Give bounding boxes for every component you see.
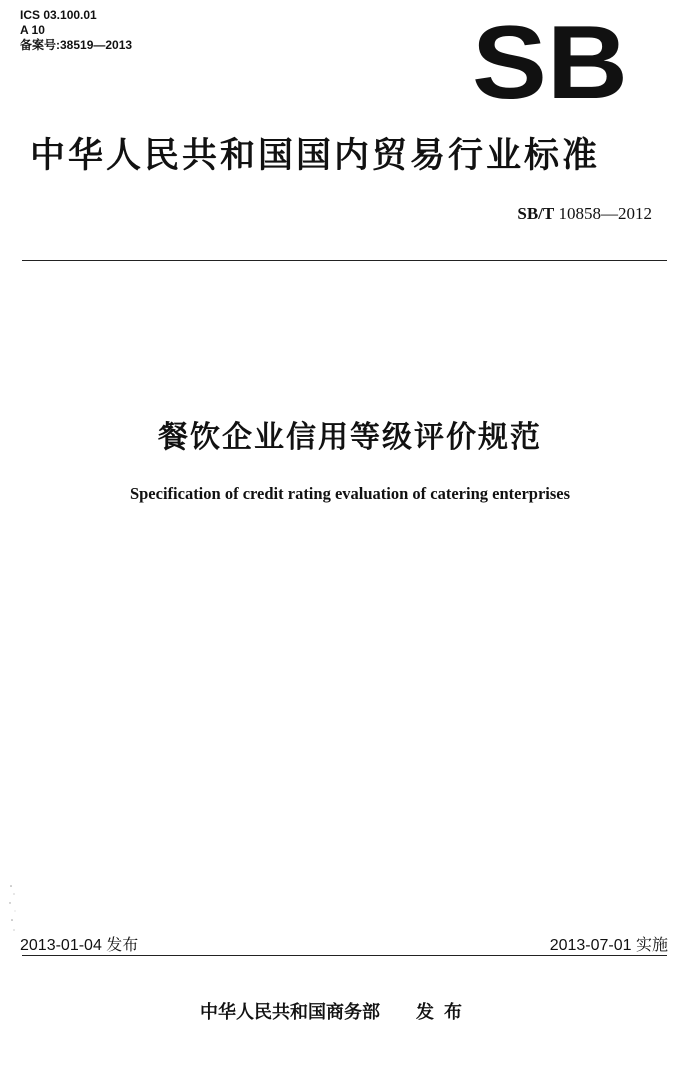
document-title-cn: 餐饮企业信用等级评价规范 (158, 420, 542, 455)
standard-number (517, 204, 652, 224)
sb-logo-text: SB (472, 22, 628, 102)
header-divider (22, 260, 667, 261)
publisher-name: 中华人民共和国商务部 (200, 1002, 380, 1023)
publisher-line (200, 998, 472, 1024)
filing-number: 备案号:38519—2013 (20, 38, 133, 52)
sb-logo (470, 22, 630, 102)
footer-divider (22, 955, 667, 956)
document-title-en: Specification of credit rating evaluation of catering enterprises (129, 484, 571, 503)
implementation-date: 2013-07-01 实施 (549, 937, 668, 954)
classification-block (20, 8, 132, 53)
publisher-verb: 发布 (416, 1002, 472, 1023)
ics-code: ICS 03.100.01 (20, 8, 97, 22)
scan-speckle (8, 880, 18, 940)
standard-category-title: 中华人民共和国国内贸易行业标准 (30, 136, 601, 176)
issue-date: 2013-01-04 发布 (20, 937, 139, 954)
ccs-code: A 10 (20, 23, 45, 37)
standard-number-prefix: SB/T (517, 204, 555, 223)
standard-number-value: 10858—2012 (558, 204, 652, 223)
